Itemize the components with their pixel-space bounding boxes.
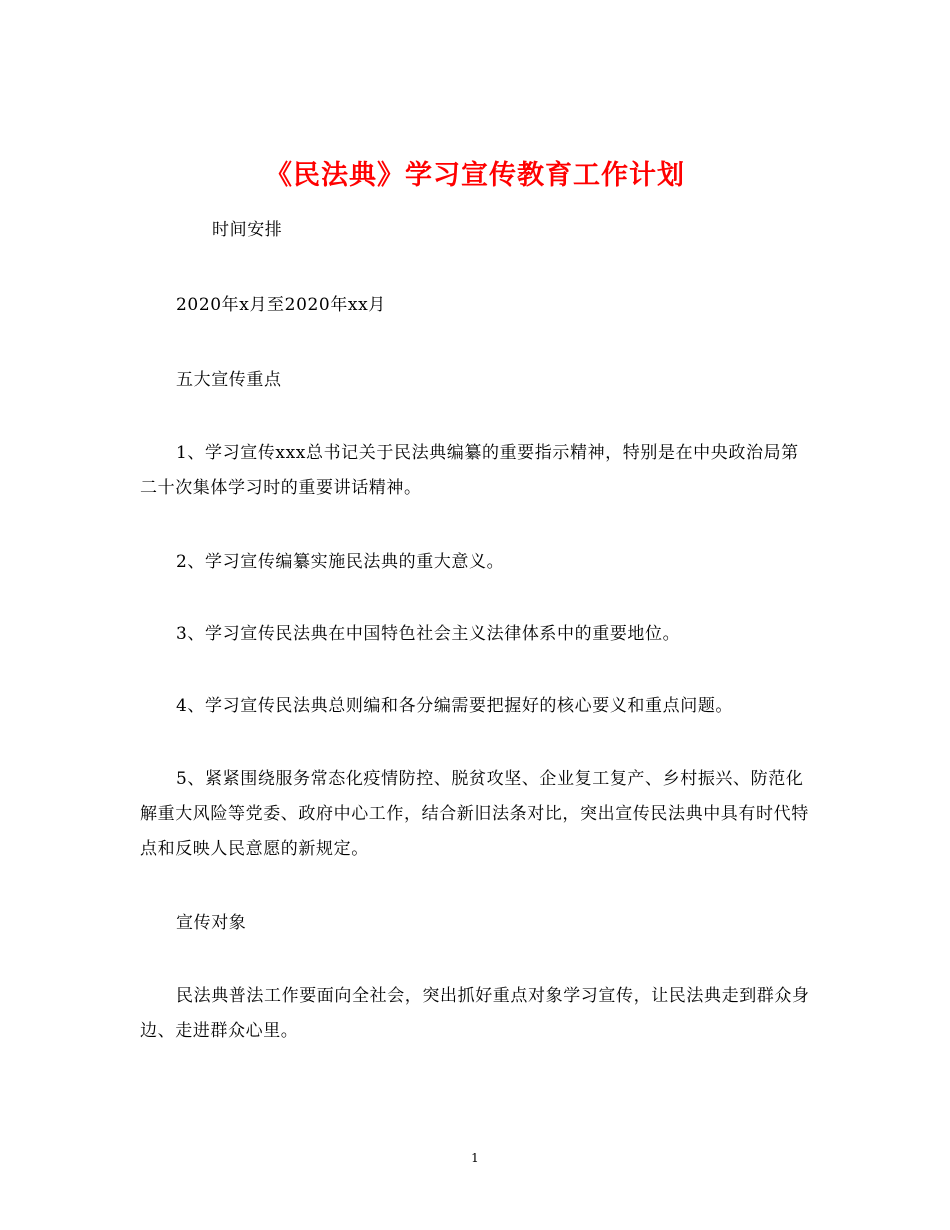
date-range-text: 2020年x月至2020年xx月 bbox=[176, 295, 386, 315]
document-title: 《民法典》学习宣传教育工作计划 bbox=[265, 160, 685, 192]
section-heading-publicity-focus: 五大宣传重点 bbox=[176, 370, 282, 390]
publicity-targets-text: 民法典普法工作要面向全社会，突出抓好重点对象学习宣传，让民法典走到群众身边、走进群众心里。 bbox=[140, 986, 810, 1041]
section-heading-time-arrangement: 时间安排 bbox=[212, 220, 283, 240]
focus-item-1: 1、学习宣传xxx总书记关于民法典编纂的重要指示精神，特别是在中央政治局第二十次集体学习时的重要讲话精神。 bbox=[140, 443, 799, 498]
focus-item-4: 4、学习宣传民法典总则编和各分编需要把握好的核心要义和重点问题。 bbox=[176, 696, 734, 716]
page-number: 1 bbox=[471, 1151, 479, 1165]
focus-item-3: 3、学习宣传民法典在中国特色社会主义法律体系中的重要地位。 bbox=[176, 624, 681, 644]
section-heading-publicity-targets: 宣传对象 bbox=[176, 913, 247, 933]
focus-item-5: 5、紧紧围绕服务常态化疫情防控、脱贫攻坚、企业复工复产、乡村振兴、防范化解重大风险等党委、政府中心工作，结合新旧法条对比，突出宣传民法典中具有时代特点和反映人民意愿的新规定。 bbox=[140, 769, 809, 859]
focus-item-2: 2、学习宣传编纂实施民法典的重大意义。 bbox=[176, 552, 505, 572]
